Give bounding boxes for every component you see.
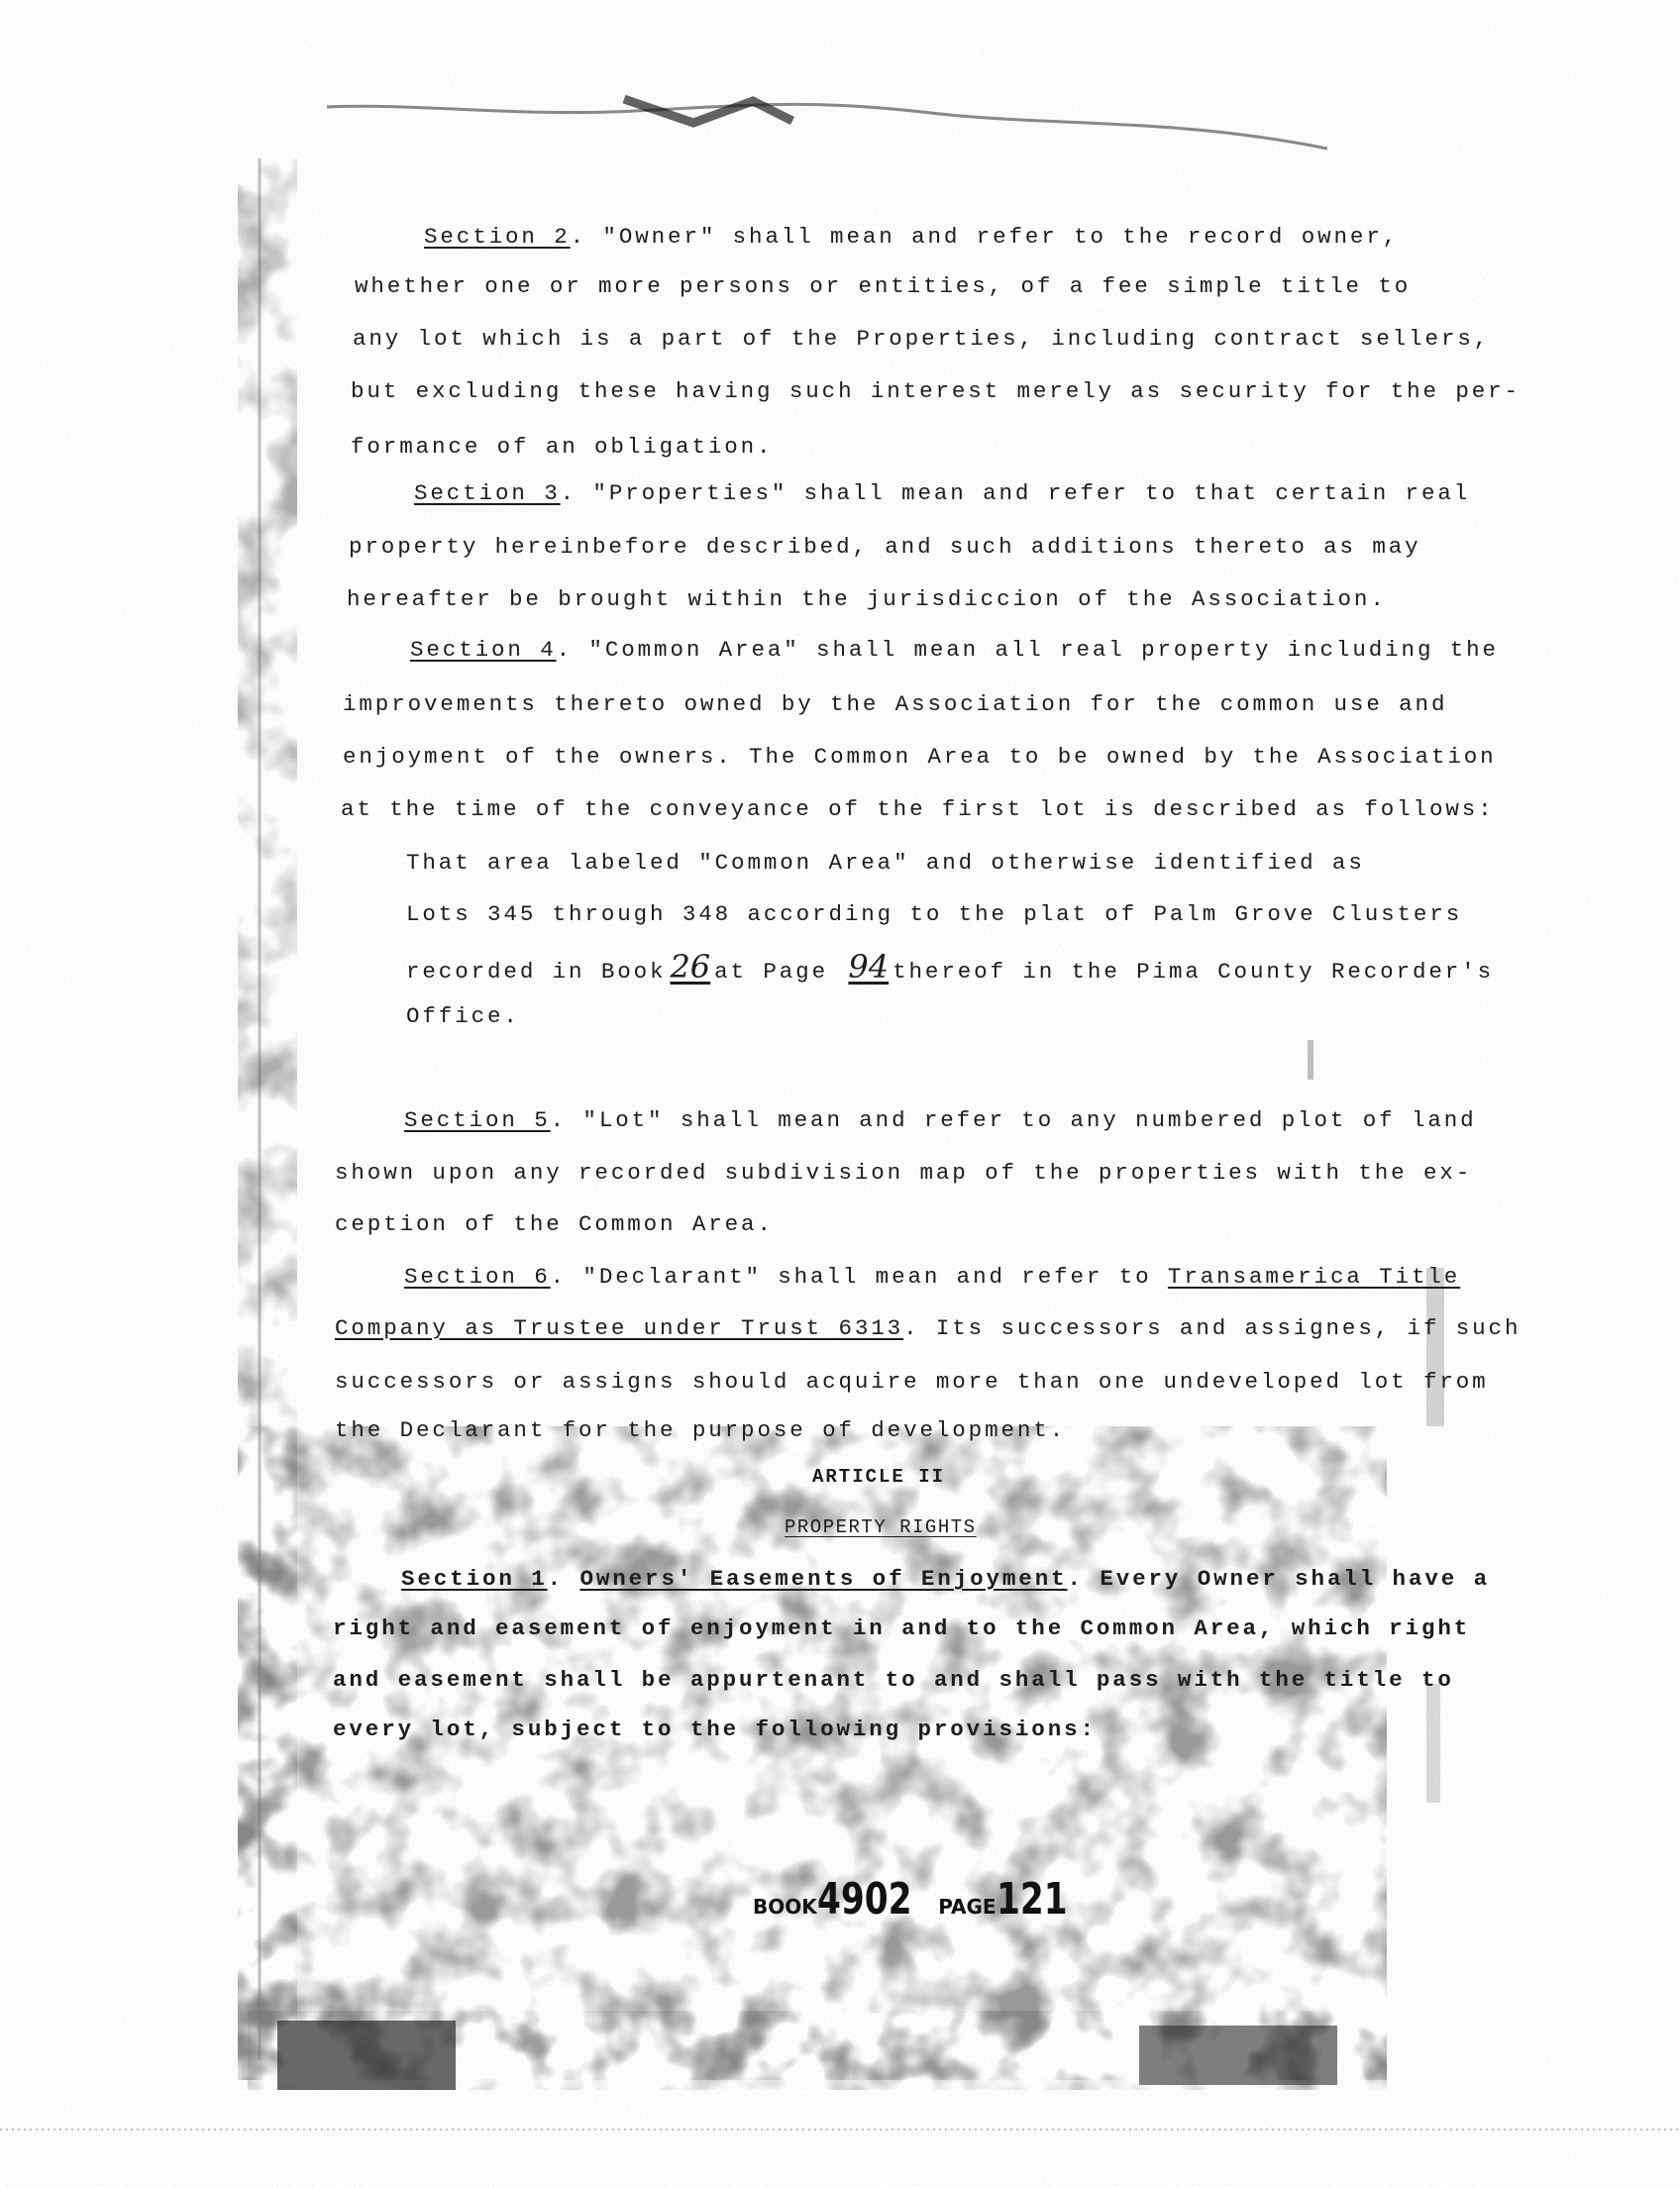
section-2-line-3: any lot which is a part of the Properties, including contract sellers, <box>353 326 1491 352</box>
recorder-book-page-stamp <box>753 1874 1087 1925</box>
section-2-label: Section 2 <box>424 224 571 250</box>
handwritten-page-number: 94 <box>848 948 890 986</box>
section-4-line-4: at the time of the conveyance of the first lot is described as follows: <box>341 796 1495 822</box>
article-subtitle: PROPERTY RIGHTS <box>785 1516 977 1538</box>
section-6-line-2: Company as Trustee under Trust 6313. Its successors and assignes, if such <box>335 1315 1522 1341</box>
section-3-line-3: hereafter be brought within the jurisdiccion of the Association. <box>347 586 1387 612</box>
stamp-page-label: PAGE <box>938 1895 997 1919</box>
section-2-line-1: Section 2. "Owner" shall mean and refer to the record owner, <box>424 224 1400 250</box>
handwritten-book-number: 26 <box>670 948 711 986</box>
stamp-book-label: BOOK <box>753 1895 817 1919</box>
section-6-line-3: successors or assigns should acquire more than one undeveloped lot from <box>335 1369 1489 1395</box>
section-5-line-2: shown upon any recorded subdivision map of the properties with the ex- <box>335 1160 1473 1186</box>
section-5-line-1: Section 5. "Lot" shall mean and refer to any numbered plot of land <box>404 1107 1477 1133</box>
section-3-label: Section 3 <box>414 480 561 506</box>
article-2-section-1-line-3: and easement shall be appurtenant to and shall pass with the title to <box>333 1667 1454 1693</box>
section-6-line-1: Section 6. "Declarant" shall mean and refer to Transamerica Title <box>404 1264 1461 1290</box>
section-6-label: Section 6 <box>404 1264 551 1290</box>
section-4-quote-line-1: That area labeled "Common Area" and otherwise identified as <box>406 850 1365 876</box>
declarant-name-part-1: Transamerica Title <box>1167 1264 1461 1290</box>
section-2-line-4: but excluding these having such interest merely as security for the per- <box>351 378 1521 404</box>
section-4-line-2: improvements thereto owned by the Association for the common use and <box>343 691 1448 717</box>
article-2-section-1-line-2: right and easement of enjoyment in and to the Common Area, which right <box>333 1615 1471 1641</box>
stamp-book-number: 4902 <box>816 1874 912 1925</box>
section-2-line-2: whether one or more persons or entities, of a fee simple title to <box>355 273 1412 299</box>
article-2-section-1-line-1: Section 1. Owners' Easements of Enjoyment. Every Owner shall have a <box>401 1566 1490 1592</box>
section-4-quote-line-2: Lots 345 through 348 according to the plat of Palm Grove Clusters <box>406 901 1463 927</box>
article-2-section-1-label: Section 1 <box>401 1566 548 1592</box>
section-3-line-2: property hereinbefore described, and such additions thereto as may <box>349 534 1421 560</box>
section-2-line-5: formance of an obligation. <box>351 434 774 460</box>
section-3-line-1: Section 3. "Properties" shall mean and refer to that certain real <box>414 480 1471 506</box>
section-5-line-3: ception of the Common Area. <box>335 1211 774 1237</box>
article-2-section-1-line-4: every lot, subject to the following provisions: <box>333 1717 1097 1742</box>
declarant-name-part-2: Company as Trustee under Trust 6313 <box>335 1315 904 1341</box>
section-4-label: Section 4 <box>410 637 557 663</box>
stamp-page-number: 121 <box>996 1874 1068 1925</box>
section-6-line-4: the Declarant for the purpose of development. <box>335 1417 1067 1443</box>
section-4-line-1: Section 4. "Common Area" shall mean all real property including the <box>410 637 1499 663</box>
section-4-quote-line-3: recorded in Book 26 at Page 94 thereof in the Pima County Recorder's <box>406 948 1494 986</box>
section-5-label: Section 5 <box>404 1107 551 1133</box>
article-2-section-1-heading: Owners' Easements of Enjoyment <box>579 1566 1068 1592</box>
article-title: ARTICLE II <box>812 1466 946 1488</box>
section-4-line-3: enjoyment of the owners. The Common Area to be owned by the Association <box>343 744 1497 770</box>
section-4-quote-line-4: Office. <box>406 1003 520 1029</box>
